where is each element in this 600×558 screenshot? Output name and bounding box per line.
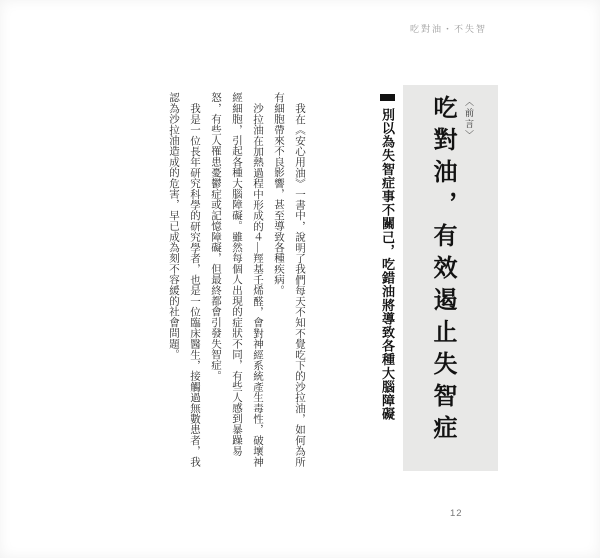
paragraph: 我是一位長年研究科學的研究學者，也是一位臨床醫生，接觸過無數患者，我認為沙拉油造成的危害，早已成為刻不容緩的社會問題。 xyxy=(168,92,200,467)
preface-label: 〈前言〉 xyxy=(464,97,474,141)
square-bullet-icon xyxy=(380,94,395,101)
chapter-title: 吃對油，有效遏止失智症 xyxy=(429,95,456,447)
paragraph: 我在《安心用油》一書中，說明了我們每天不知不覺吃下的沙拉油，如何為所有細胞帶來不良影響，甚至導致各種疾病。 xyxy=(273,92,305,467)
body-text xyxy=(162,92,310,470)
subtitle-text: 別以為失智症事不關己，吃錯油將導致各種大腦障礙 xyxy=(380,108,395,421)
chapter-title-box xyxy=(403,85,498,471)
page-number: 12 xyxy=(450,508,463,519)
section-subtitle xyxy=(374,92,400,462)
running-header: 吃對油・不失智 xyxy=(410,24,488,34)
paragraph: 沙拉油在加熱過程中形成的４—羥基壬烯醛，會對神經系統產生毒性，破壞神經細胞，引起各種大腦障礙。雖然每個人出現的症狀不同，有些人感到暴躁易怒，有些人罹患憂鬱症或記憶障礙，但最終都會引發失智症。 xyxy=(210,92,263,467)
